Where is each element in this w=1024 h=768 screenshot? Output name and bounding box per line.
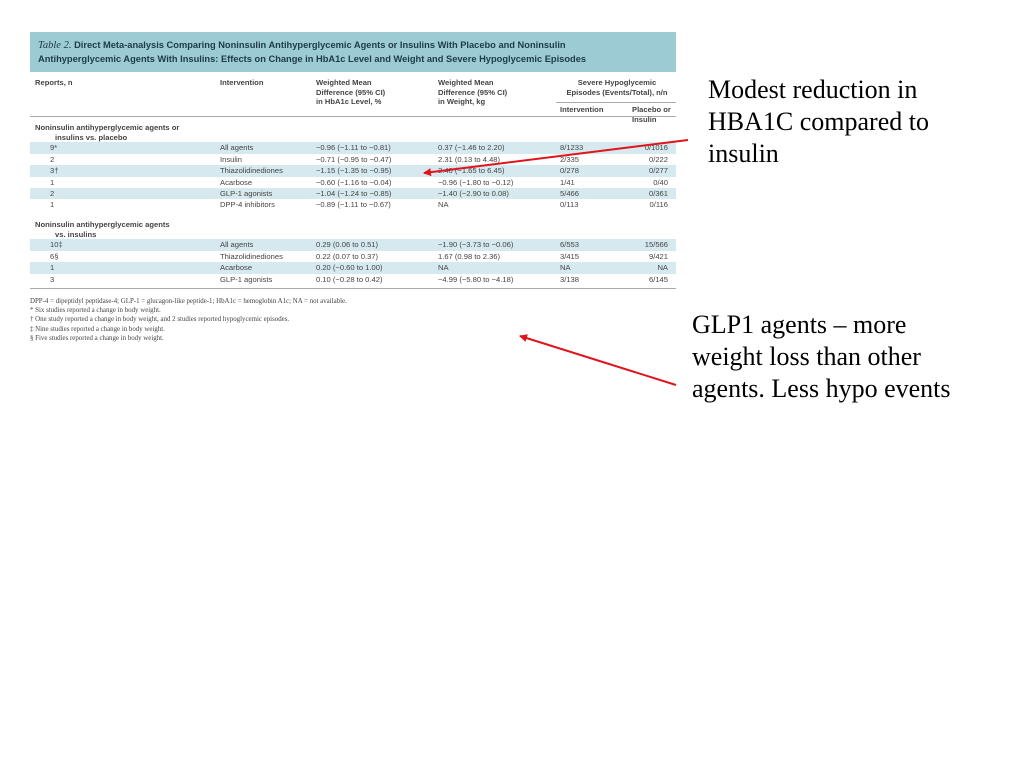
footnote: † One study reported a change in body weight, and 2 studies reported hypoglycemic episodes. [30, 316, 290, 324]
cell-reports: 1 [50, 263, 55, 273]
cell-reports: 3† [50, 166, 59, 176]
cell-reports: 1 [50, 177, 55, 187]
group-label: Noninsulin antihyperglycemic agents or insulins vs. placebo [35, 122, 180, 142]
cell-weight: 2.31 (0.13 to 4.48) [438, 154, 501, 164]
cell-weight: 1.67 (0.98 to 2.36) [438, 251, 501, 261]
footnote: ‡ Nine studies reported a change in body weight. [30, 325, 165, 333]
cell-weight: 0.37 (−1.46 to 2.20) [438, 143, 505, 153]
cell-reports: 2 [50, 154, 55, 164]
cell-intervention: GLP-1 agonists [220, 274, 273, 284]
cell-hypo-intervention: 8/1233 [560, 143, 584, 153]
cell-hypo-intervention: 0/278 [560, 166, 580, 176]
header-hba1c: Weighted Mean Difference (95% CI) in HbA1c Level, % [316, 77, 386, 107]
cell-weight: −0.96 (−1.80 to −0.12) [438, 177, 514, 187]
cell-weight: NA [438, 263, 449, 273]
cell-hypo-control: 15/566 [644, 240, 668, 250]
cell-reports: 1 [50, 200, 55, 210]
cell-weight: NA [438, 200, 449, 210]
cell-hba1c: 0.22 (0.07 to 0.37) [316, 251, 379, 261]
cell-intervention: Thiazolidinediones [220, 166, 283, 176]
cell-hba1c: −1.04 (−1.24 to −0.85) [316, 188, 392, 198]
cell-intervention: DPP-4 inhibitors [220, 200, 275, 210]
cell-intervention: Acarbose [220, 177, 253, 187]
cell-hypo-control: 9/421 [648, 251, 668, 261]
header-weight: Weighted Mean Difference (95% CI) in Weight, kg [438, 77, 508, 107]
cell-hypo-intervention: 0/113 [560, 200, 579, 210]
cell-hypo-control: 0/116 [649, 200, 668, 210]
annotation-hba1c: Modest reduction in HBA1C compared to insulin [708, 75, 929, 168]
cell-hba1c: −0.96 (−1.11 to −0.81) [316, 143, 391, 153]
cell-hba1c: 0.20 (−0.60 to 1.00) [316, 263, 383, 273]
cell-weight: 2.40 (−1.65 to 6.45) [438, 166, 505, 176]
cell-hba1c: −0.89 (−1.11 to −0.67) [316, 200, 391, 210]
cell-reports: 9* [50, 143, 58, 153]
cell-intervention: Insulin [220, 154, 242, 164]
table-label: Table 2. [38, 40, 72, 51]
cell-reports: 3 [50, 274, 55, 284]
cell-weight: −4.99 (−5.80 to −4.18) [438, 274, 514, 284]
cell-hypo-control: 0/1016 [644, 143, 668, 153]
cell-hypo-control: 6/145 [648, 274, 668, 284]
cell-hypo-control: 0/222 [648, 154, 668, 164]
cell-hypo-intervention: 3/415 [560, 251, 580, 261]
cell-intervention: Thiazolidinediones [220, 251, 283, 261]
header-hypoglycemic: Severe Hypoglycemic Episodes (Events/Total), n/n [566, 77, 668, 97]
cell-hypo-intervention: NA [560, 263, 571, 273]
cell-weight: −1.90 (−3.73 to −0.06) [438, 240, 514, 250]
arrow-to-hba1c-row [424, 140, 688, 173]
header-intervention: Intervention [220, 77, 264, 87]
cell-hypo-control: 0/277 [648, 166, 668, 176]
cell-hypo-control: 0/361 [648, 188, 668, 198]
cell-weight: −1.40 (−2.90 to 0.08) [438, 188, 509, 198]
cell-reports: 10‡ [50, 240, 63, 250]
cell-intervention: Acarbose [220, 263, 253, 273]
cell-hypo-control: 0/40 [653, 177, 668, 187]
cell-hba1c: −1.15 (−1.35 to −0.95) [316, 166, 392, 176]
group-label: Noninsulin antihyperglycemic agents vs. insulins [35, 219, 170, 239]
table-title-line-2: Antihyperglycemic Agents With Insulins: Effects on Change in HbA1c Level and Weight and Severe Hypoglycemic Episodes [38, 54, 587, 65]
subheader-intervention: Intervention [560, 104, 604, 114]
subheader-placebo: Placebo or Insulin [632, 104, 671, 124]
arrow-to-glp1-weight [520, 336, 676, 385]
cell-intervention: All agents [220, 143, 254, 153]
cell-intervention: GLP-1 agonists [220, 188, 273, 198]
cell-hypo-control: NA [657, 263, 668, 273]
cell-hypo-intervention: 6/553 [560, 240, 580, 250]
cell-reports: 2 [50, 188, 55, 198]
annotation-glp1: GLP1 agents – more weight loss than other agents. Less hypo events [692, 310, 951, 403]
cell-hba1c: 0.29 (0.06 to 0.51) [316, 240, 379, 250]
cell-hba1c: −0.71 (−0.95 to −0.47) [316, 154, 392, 164]
cell-hypo-intervention: 5/466 [560, 188, 580, 198]
footnote: § Five studies reported a change in body weight. [30, 334, 164, 342]
cell-hypo-intervention: 2/335 [560, 154, 580, 164]
cell-reports: 6§ [50, 251, 59, 261]
cell-hypo-intervention: 1/41 [560, 177, 575, 187]
cell-hba1c: 0.10 (−0.28 to 0.42) [316, 274, 383, 284]
table-title-line-1: Direct Meta-analysis Comparing Noninsulin Antihyperglycemic Agents or Insulins With Placebo and Noninsulin [74, 40, 566, 50]
footnote: DPP-4 = dipeptidyl peptidase-4; GLP-1 = glucagon-like peptide-1; HbA1c = hemoglobin A1c; NA = not available. [30, 298, 347, 306]
cell-hba1c: −0.60 (−1.16 to −0.04) [316, 177, 392, 187]
header-reports: Reports, n [35, 77, 73, 87]
footnote: * Six studies reported a change in body weight. [30, 307, 161, 315]
cell-intervention: All agents [220, 240, 254, 250]
cell-hypo-intervention: 3/138 [560, 274, 580, 284]
